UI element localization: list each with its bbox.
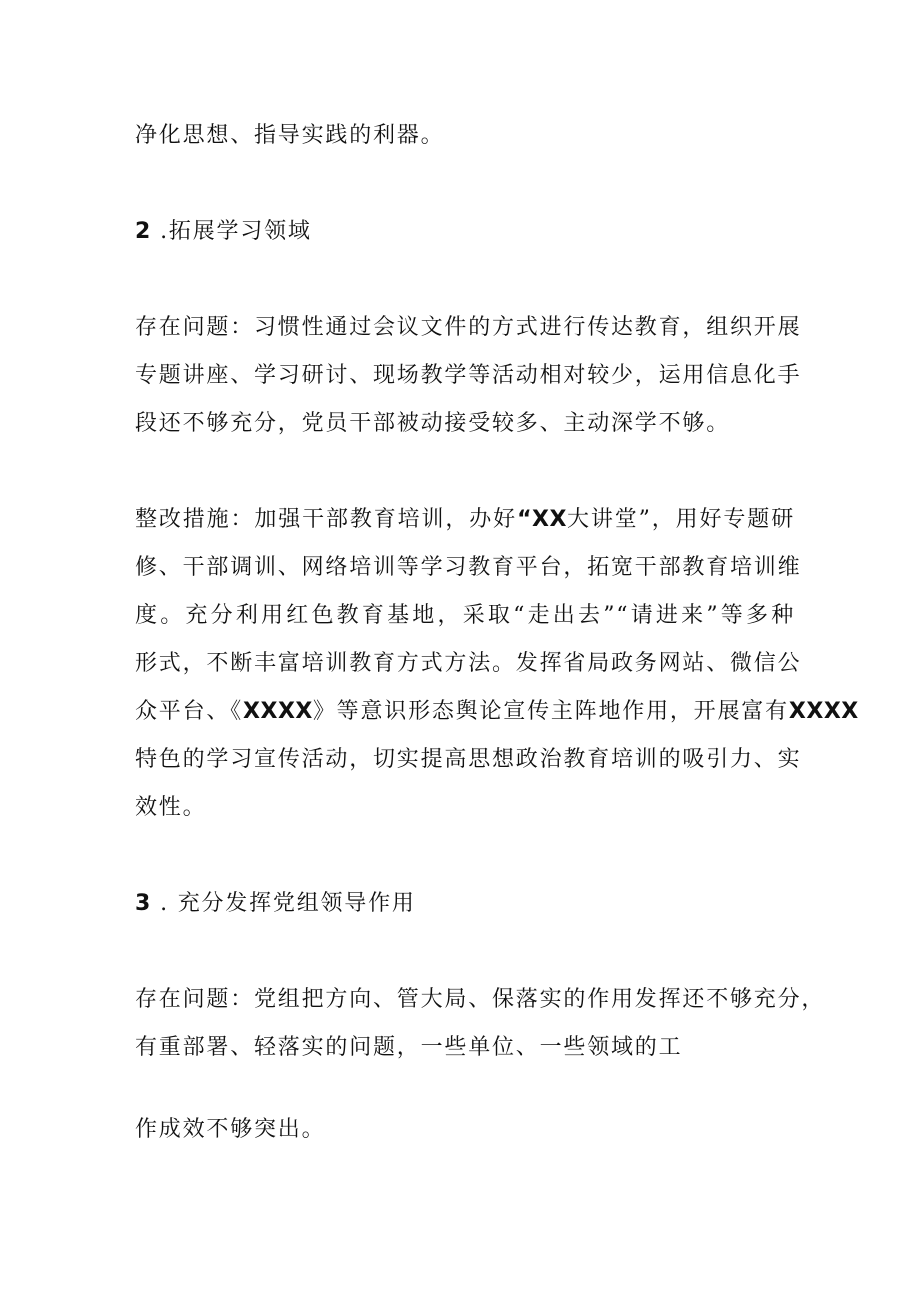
section-2-measures-line-7: 效性。: [135, 795, 207, 820]
measures-text: 》等意识形态舆论宣传主阵地作用，开展富有: [312, 699, 789, 724]
section-3-problem-line-2: 有重部署、轻落实的问题，一些单位、一些领域的工: [135, 1035, 683, 1060]
section-2-measures-line-4: 形式，不断丰富培训教育方式方法。发挥省局政务网站、微信公: [135, 651, 802, 676]
section-3-number: 3: [135, 891, 153, 916]
section-2-problem-line-2: 专题讲座、学习研讨、现场教学等活动相对较少，运用信息化手: [135, 363, 802, 388]
section-3-problem-line-3: 作成效不够突出。: [135, 1117, 326, 1142]
section-2-measures-line-5: [135, 697, 859, 727]
section-2-measures-line-2: 修、干部调训、网络培训等学习教育平台，拓宽干部教育培训维: [135, 555, 802, 580]
section-2-measures-line-3: 度。充分利用红色教育基地，采取“走出去”“请进来”等多种: [135, 603, 795, 628]
section-2-title: .拓展学习领域: [160, 219, 312, 244]
section-2-problem-line-1: 存在问题：习惯性通过会议文件的方式进行传达教育，组织开展: [135, 315, 802, 340]
measures-bold-xxxx: XXXX: [788, 699, 859, 724]
measures-text: 大讲堂”，用好专题研: [566, 507, 795, 532]
intro-paragraph-line: 净化思想、指导实践的利器。: [135, 123, 445, 148]
section-3-heading: [135, 889, 795, 919]
measures-bold-xx: “XX: [517, 507, 567, 532]
measures-text: 众平台、《: [135, 699, 244, 724]
section-2-measures-line-1: [135, 505, 795, 535]
section-2-measures-line-6: 特色的学习宣传活动，切实提高思想政治教育培训的吸引力、实: [135, 747, 802, 772]
section-2-number: 2: [135, 219, 153, 244]
measures-text: 整改措施：加强干部教育培训，办好: [135, 507, 518, 532]
section-2-problem-line-3: 段还不够充分，党员干部被动接受较多、主动深学不够。: [135, 411, 731, 436]
section-2-heading: [135, 217, 795, 247]
section-3-title: . 充分发挥党组领导作用: [160, 891, 416, 916]
section-3-problem-line-1: 存在问题：党组把方向、管大局、保落实的作用发挥还不够充分，: [135, 987, 826, 1012]
measures-bold-xxxx: XXXX: [243, 699, 313, 724]
